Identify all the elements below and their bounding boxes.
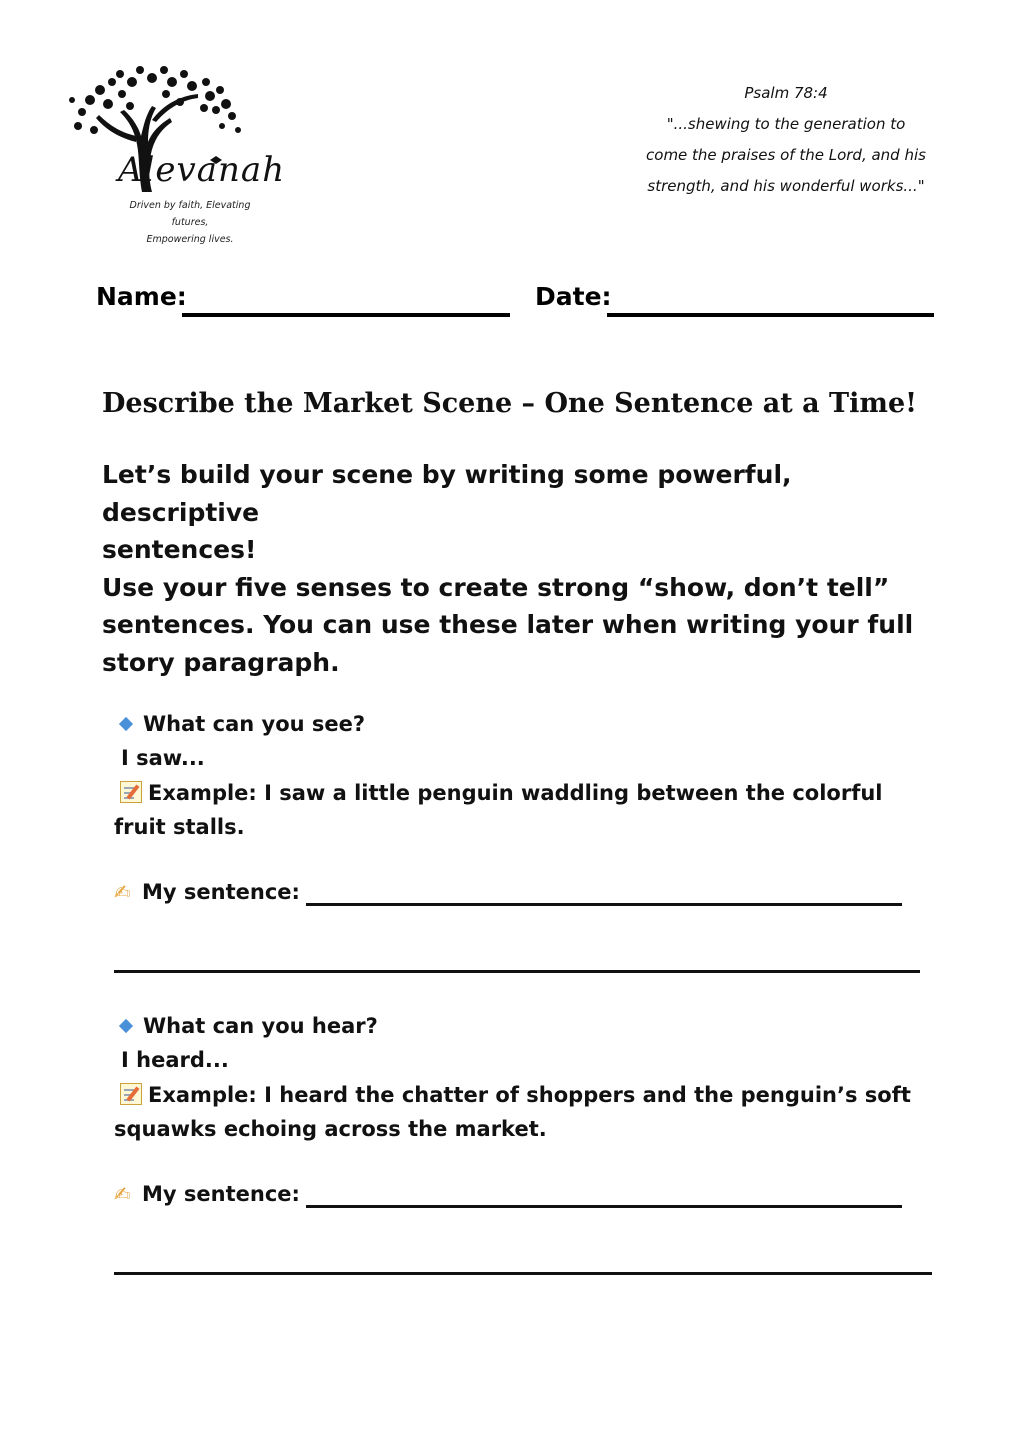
tagline bbox=[110, 197, 270, 248]
question-row bbox=[118, 712, 365, 736]
intro-line-5: story paragraph. bbox=[102, 647, 340, 677]
my-sentence-line-2[interactable] bbox=[114, 1272, 932, 1275]
my-sentence-label: My sentence: bbox=[142, 880, 300, 904]
name-label: Name: bbox=[96, 282, 187, 311]
example-line-2: fruit stalls. bbox=[114, 815, 245, 839]
writing-hand-icon: ✍ bbox=[114, 1182, 131, 1206]
intro-text bbox=[102, 456, 932, 681]
example-text-1: Example: I heard the chatter of shoppers and the penguin’s soft bbox=[148, 1083, 911, 1107]
sentence-starter: I saw... bbox=[121, 746, 205, 770]
intro-line-2: sentences! bbox=[102, 535, 257, 564]
brand-name: Alevanah bbox=[118, 150, 286, 190]
psalm-quote bbox=[636, 78, 936, 202]
sense-section-see bbox=[114, 712, 934, 992]
intro-line-4: sentences. You can use these later when writing your full bbox=[102, 610, 914, 639]
memo-icon bbox=[120, 781, 142, 803]
tagline-line-2: Empowering lives. bbox=[146, 234, 234, 245]
my-sentence-row bbox=[114, 1182, 300, 1206]
intro-line-1: Let’s build your scene by writing some powerful, descriptive bbox=[102, 460, 792, 527]
question-row bbox=[118, 1014, 378, 1038]
page-title: Describe the Market Scene – One Sentence at a Time! bbox=[102, 388, 917, 419]
writing-hand-icon: ✍ bbox=[114, 880, 131, 904]
psalm-reference: Psalm 78:4 bbox=[744, 84, 828, 102]
intro-line-3: Use your five senses to create strong “show, don’t tell” bbox=[102, 572, 890, 602]
psalm-line-2: come the praises of the Lord, and his bbox=[646, 146, 926, 164]
my-sentence-label: My sentence: bbox=[142, 1182, 300, 1206]
sentence-starter: I heard... bbox=[121, 1048, 229, 1072]
tagline-line-1: Driven by faith, Elevating futures, bbox=[129, 200, 251, 228]
my-sentence-row bbox=[114, 880, 300, 904]
example-text-1: Example: I saw a little penguin waddling between the colorful bbox=[148, 781, 883, 805]
my-sentence-line-1[interactable] bbox=[306, 903, 902, 906]
example-block bbox=[114, 776, 914, 844]
question-text: What can you see? bbox=[143, 712, 366, 736]
my-sentence-line-1[interactable] bbox=[306, 1205, 902, 1208]
psalm-line-1: "...shewing to the generation to bbox=[666, 115, 906, 133]
memo-icon bbox=[120, 1083, 142, 1105]
example-line-2: squawks echoing across the market. bbox=[114, 1117, 547, 1141]
date-label: Date: bbox=[535, 282, 612, 311]
sense-section-hear bbox=[114, 1014, 934, 1294]
my-sentence-line-2[interactable] bbox=[114, 970, 920, 973]
question-text: What can you hear? bbox=[143, 1014, 378, 1038]
psalm-line-3: strength, and his wonderful works..." bbox=[647, 177, 925, 195]
name-field[interactable] bbox=[182, 313, 510, 317]
example-line-1 bbox=[114, 776, 914, 810]
blue-diamond-icon bbox=[119, 716, 133, 730]
example-line-1 bbox=[114, 1078, 914, 1112]
example-block bbox=[114, 1078, 914, 1146]
date-field[interactable] bbox=[607, 313, 934, 317]
blue-diamond-icon bbox=[119, 1018, 133, 1032]
